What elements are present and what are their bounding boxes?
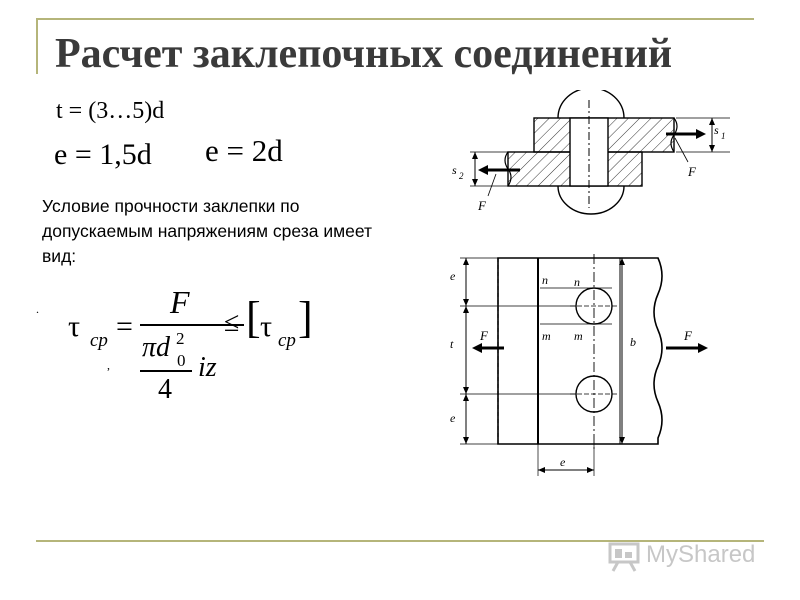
subscript-zero: 0 [177, 351, 186, 370]
rivet-head-top [558, 90, 624, 118]
formula-pitch [56, 98, 164, 125]
s1-label: s [714, 123, 719, 137]
s2-subscript: 2 [459, 171, 464, 181]
formula-edge-2 [205, 133, 283, 169]
bracket-right: ] [298, 293, 313, 342]
exponent-two: 2 [176, 329, 185, 348]
numerator-force: F [170, 284, 190, 320]
top-divider-vertical [36, 18, 38, 74]
force-label-right: F [688, 164, 696, 179]
tau-rhs: τ [260, 310, 273, 343]
formula-pitch-text: t = (3…5)d [56, 98, 165, 124]
force-label-left: F [478, 198, 486, 213]
formula-edge-2-text: e = 2d [205, 133, 283, 168]
plate-outline [498, 258, 662, 444]
stray-comma: , [107, 358, 110, 372]
formula-edge-1-text: e = 1,5d [54, 138, 152, 171]
strength-formula [60, 282, 320, 412]
presentation-board-icon [606, 542, 642, 572]
label-m-2: m [574, 329, 583, 343]
rivet-plan-diagram [440, 250, 740, 480]
plan-force-label-right: F [684, 328, 692, 343]
label-b: b [630, 335, 636, 349]
factor-iz: iz [198, 352, 217, 383]
slide-title: Расчет заклепочных соединений [55, 31, 673, 77]
s2-label: s [452, 163, 457, 177]
label-n-2: n [574, 275, 580, 289]
leq-sign: ≤ [224, 307, 240, 338]
label-e-bottom: e [450, 411, 456, 425]
label-e-horizontal: e [560, 455, 566, 469]
rivet-head-bottom [558, 186, 624, 214]
tau-rhs-subscript: ср [278, 330, 296, 351]
s1-subscript: 1 [721, 131, 726, 141]
pi-d: πd [142, 332, 171, 363]
formula-edge-1 [54, 138, 152, 172]
stray-dot: . [36, 302, 39, 316]
denominator-four: 4 [158, 374, 172, 405]
label-m-1: m [542, 329, 551, 343]
rivet-section-diagram [430, 90, 750, 220]
top-divider [36, 18, 754, 20]
tau-lhs: τ [68, 310, 81, 343]
fraction-bar-inner [140, 370, 192, 372]
condition-text: Условие прочности заклепки по допускаемым напряжениям среза имеет вид: [42, 196, 373, 266]
plan-force-label-left: F [480, 328, 488, 343]
logo-text: MyShared [646, 541, 756, 568]
bracket-left: [ [246, 293, 261, 342]
label-e-top: e [450, 269, 456, 283]
equals-sign: = [116, 310, 133, 343]
label-n-1: n [542, 273, 548, 287]
label-t: t [450, 337, 454, 351]
tau-lhs-subscript: ср [90, 330, 108, 351]
